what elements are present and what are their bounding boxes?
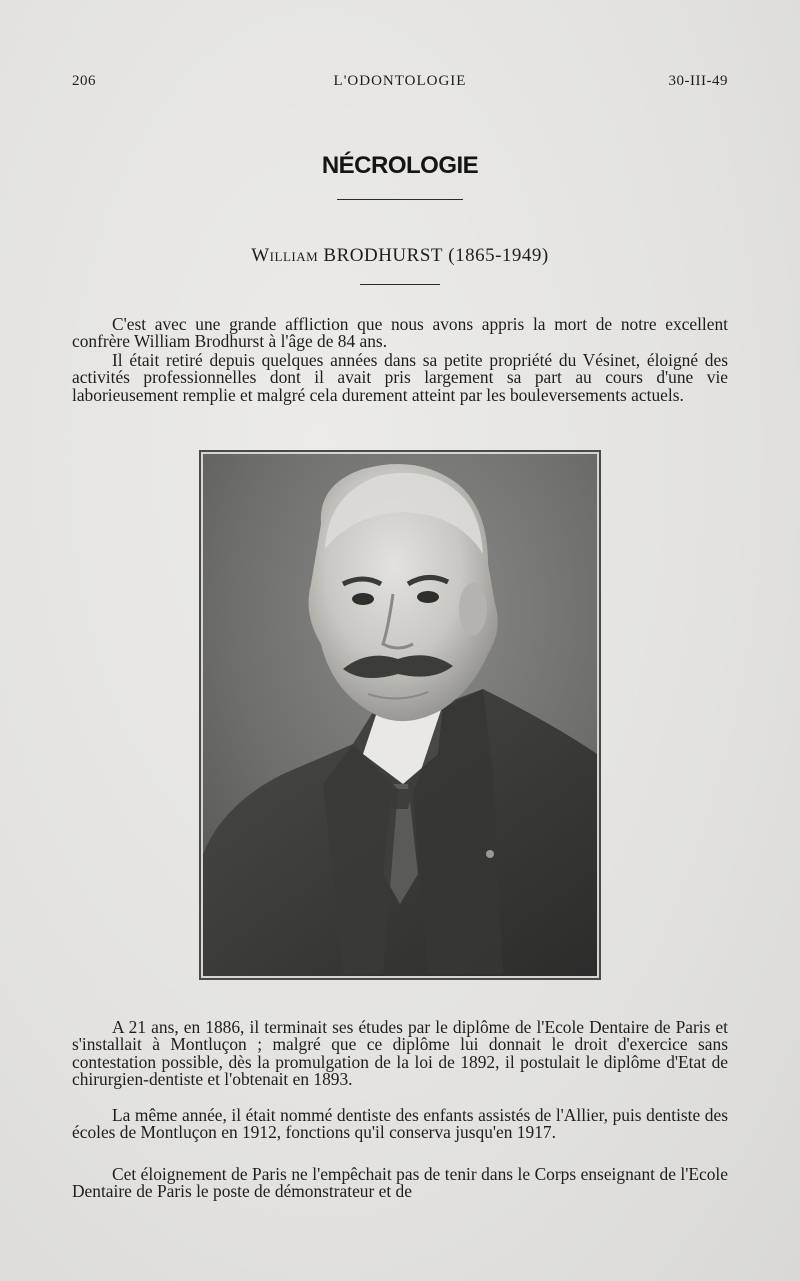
- portrait-photo: [199, 450, 601, 980]
- person-heading: [0, 245, 800, 267]
- title-divider: [337, 199, 463, 200]
- journal-title: L'ODONTOLOGIE: [333, 73, 467, 89]
- heading-divider: [360, 284, 440, 285]
- person-dates: (1865-1949): [448, 245, 549, 266]
- portrait-photo-icon: [203, 454, 597, 976]
- section-title: NÉCROLOGIE: [321, 152, 479, 179]
- paragraph-education: A 21 ans, en 1886, il terminait ses études par le diplôme de l'Ecole Dentaire de Paris et s'installait à Montluçon ; malgré que ce diplôme lui donnait le droit d'exercice sans contestation possible, dès la promulgation de la loi de 1892, il postulait le diplôme d'Etat de chirurgien-dentiste et l'obtenait en 1893.: [72, 1017, 728, 1090]
- paragraph-appointments: La même année, il était nommé dentiste des enfants assistés de l'Allier, puis dentiste des écoles de Montluçon en 1912, fonctions qu'il conserva jusqu'en 1917.: [72, 1105, 728, 1143]
- running-header: [72, 73, 728, 93]
- person-name: William BRODHURST: [251, 245, 443, 266]
- paragraph-intro: C'est avec une grande affliction que nous avons appris la mort de notre excellent confrère William Brodhurst à l'âge de 84 ans.: [72, 314, 728, 352]
- page-number: 206: [72, 73, 96, 89]
- paragraph-retirement: Il était retiré depuis quelques années dans sa petite propriété du Vésinet, éloigné des activités professionnelles dont il avait pris largement sa part au cours d'une vie laborieusement remplie et malgré cela durement atteint par les bouleversements actuels.: [72, 350, 728, 405]
- issue-date: 30-III-49: [668, 73, 728, 89]
- paragraph-teaching: Cet éloignement de Paris ne l'empêchait pas de tenir dans le Corps enseignant de l'Ecole Dentaire de Paris le poste de démonstrateur et de: [72, 1164, 728, 1202]
